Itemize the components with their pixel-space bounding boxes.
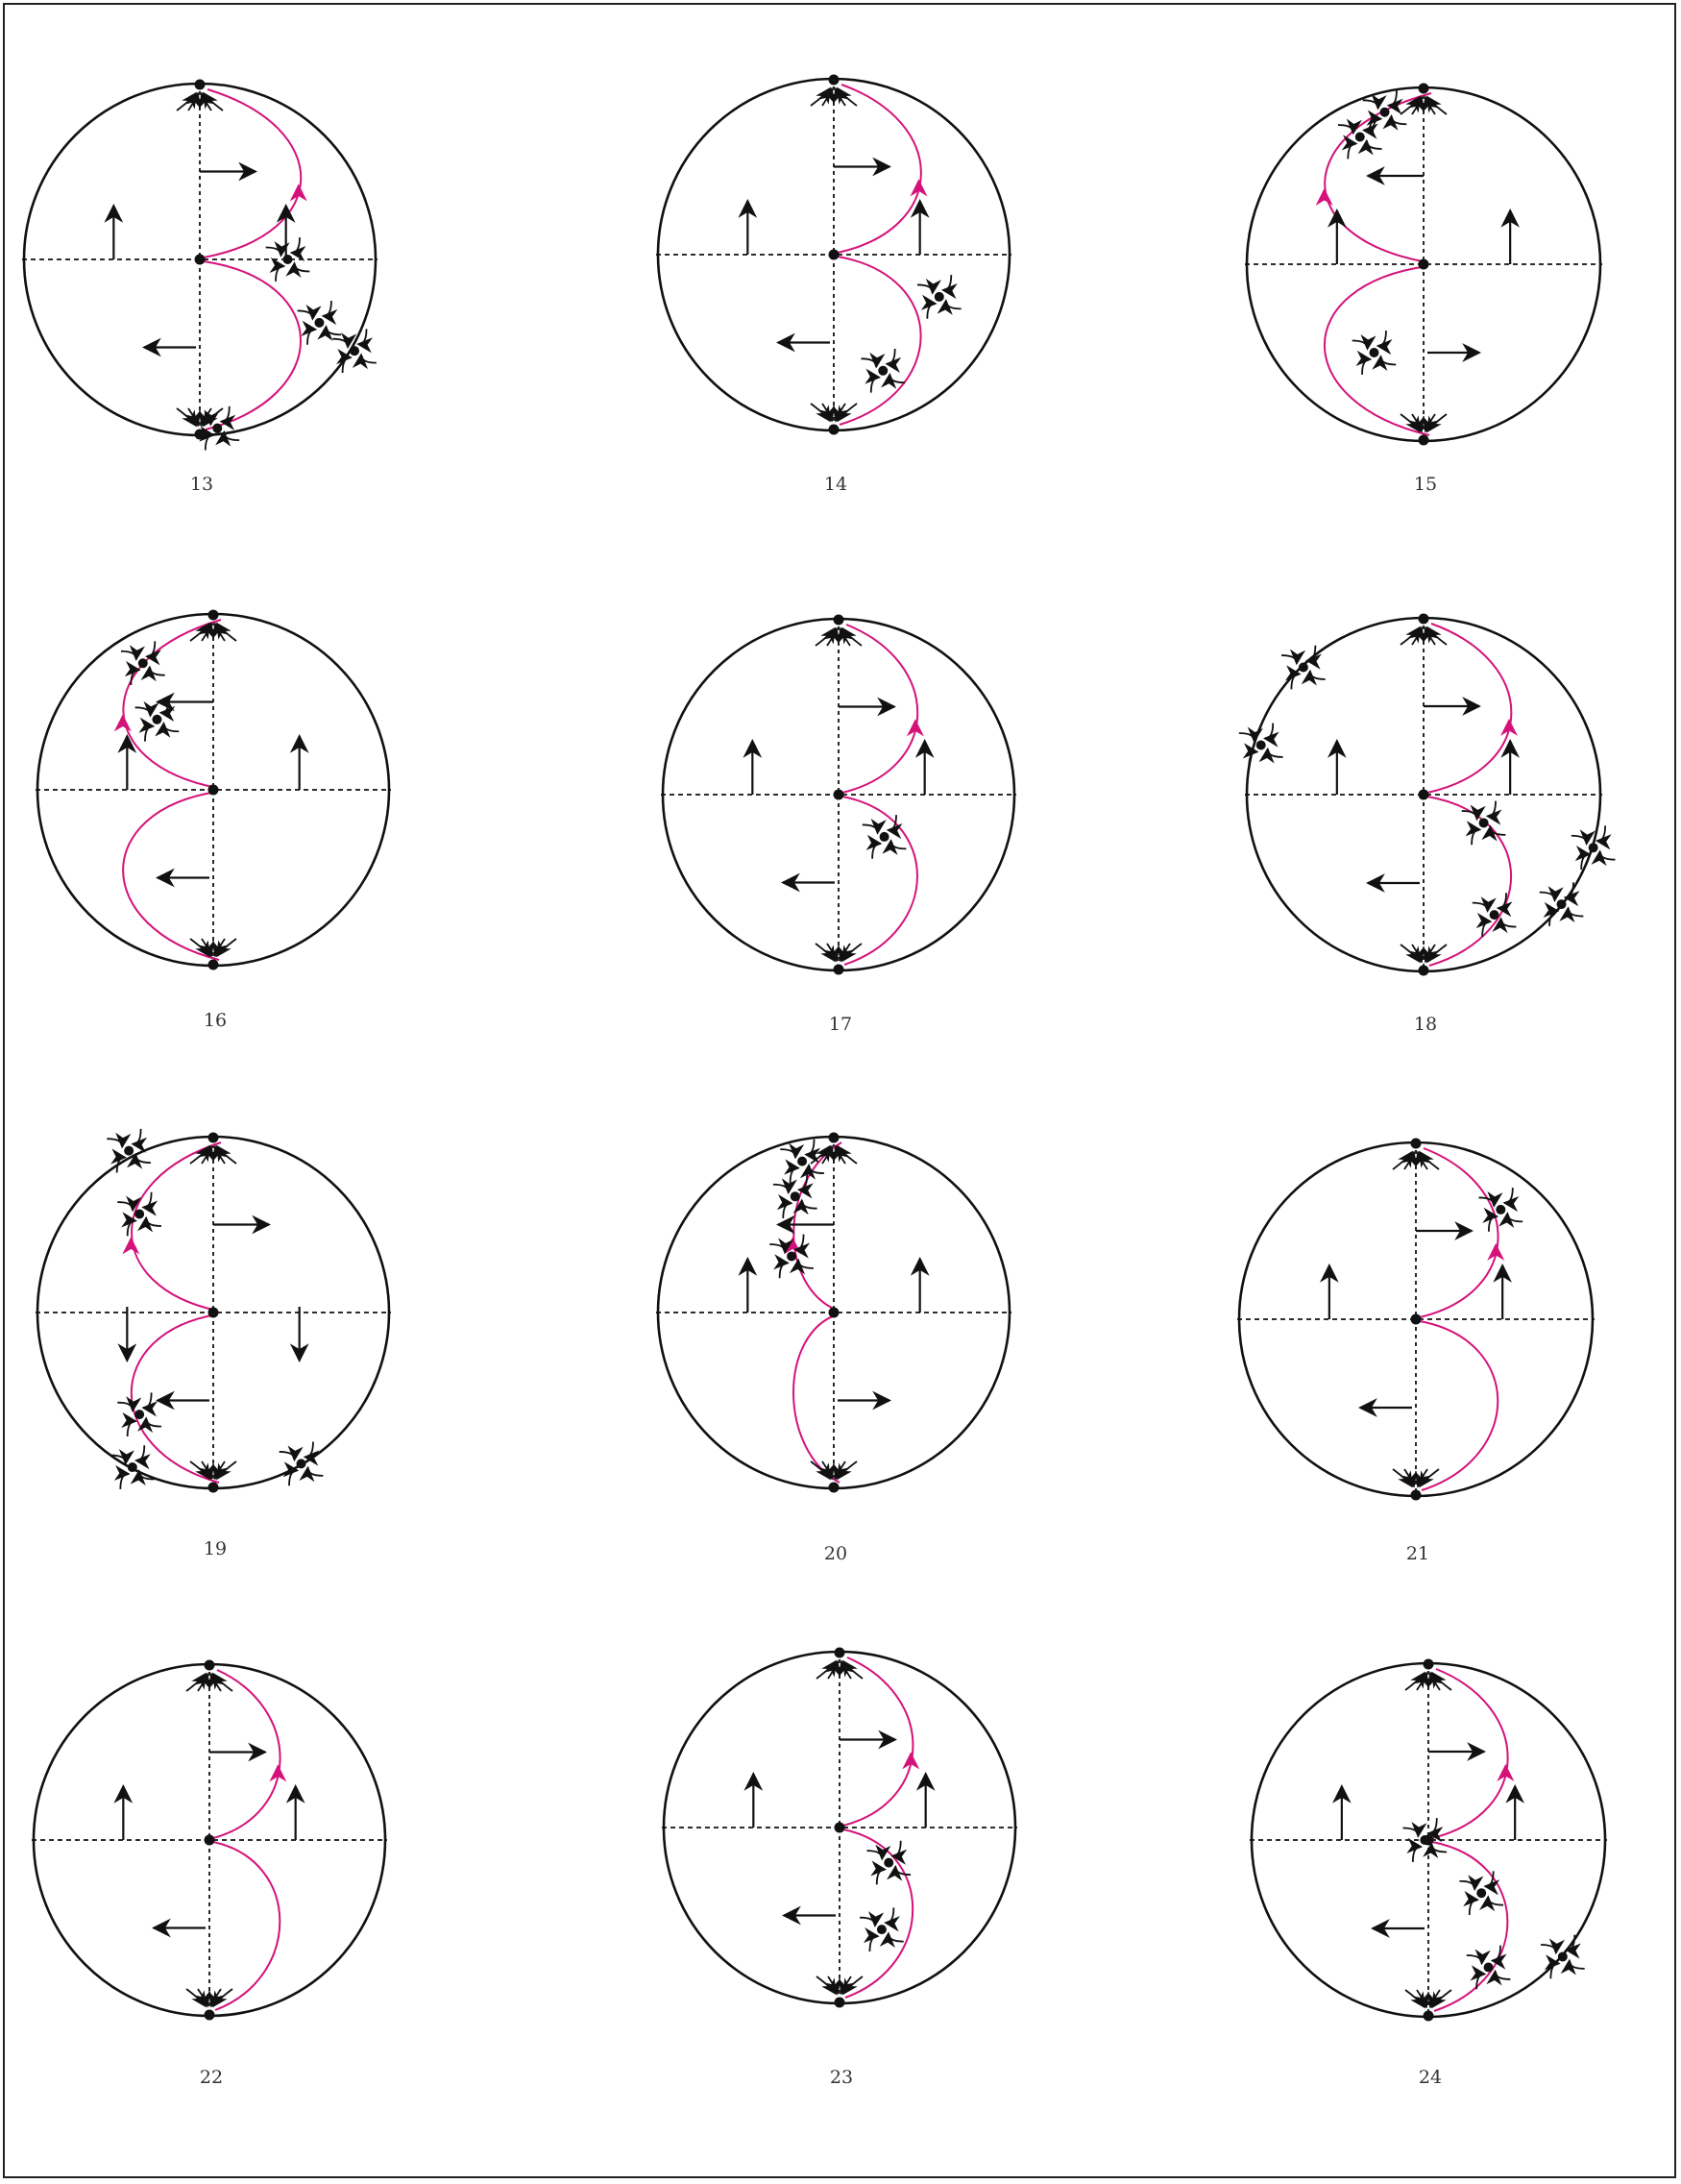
equilibrium-bottom <box>835 1998 845 2008</box>
equilibrium-top <box>208 1133 219 1143</box>
panel-18 <box>1239 614 1616 1036</box>
node-trajectory <box>1501 919 1517 927</box>
node-trajectory <box>163 724 179 732</box>
panel-number: 18 <box>1413 1014 1438 1035</box>
node-trajectory <box>1467 1955 1482 1964</box>
equilibrium-origin <box>208 1308 219 1318</box>
node-trajectory <box>332 339 348 348</box>
equilibrium-origin <box>1411 1314 1422 1325</box>
node-trajectory <box>1380 356 1396 365</box>
equilibrium-node <box>138 658 148 668</box>
separatrix-lower <box>204 261 301 429</box>
equilibrium-top <box>829 1133 840 1143</box>
node-trajectory <box>1479 1197 1495 1206</box>
separatrix-lower <box>123 792 219 960</box>
node-trajectory <box>307 330 316 345</box>
node-trajectory <box>802 1200 817 1209</box>
node-trajectory <box>1569 908 1584 917</box>
node-trajectory <box>307 1467 323 1476</box>
equilibrium-node <box>124 1146 134 1156</box>
equilibrium-node <box>283 255 293 264</box>
node-trajectory <box>1281 655 1297 664</box>
node-trajectory <box>1459 1881 1474 1890</box>
node-trajectory <box>886 1907 894 1923</box>
node-trajectory <box>1541 1945 1556 1953</box>
separatrix-lower <box>842 797 917 965</box>
node-trajectory <box>121 651 136 660</box>
node-trajectory <box>107 1139 122 1147</box>
node-trajectory <box>795 1235 804 1250</box>
equilibrium-node <box>877 1925 887 1934</box>
equilibrium-node <box>297 1459 306 1468</box>
panel-number: 13 <box>189 474 214 495</box>
node-trajectory <box>136 1445 145 1460</box>
node-trajectory <box>145 726 154 742</box>
separatrix-upper <box>1432 1669 1508 1838</box>
panel-number: 19 <box>203 1538 228 1559</box>
node-trajectory <box>117 1202 133 1211</box>
equilibrium-node <box>1369 348 1378 357</box>
equilibrium-bottom <box>205 2010 215 2021</box>
equilibrium-node <box>314 318 324 328</box>
node-trajectory <box>943 275 952 290</box>
node-trajectory <box>892 1841 901 1856</box>
node-trajectory <box>150 667 165 675</box>
panel-number: 17 <box>828 1014 853 1035</box>
equilibrium-node <box>152 715 161 724</box>
node-trajectory <box>1268 748 1283 757</box>
node-trajectory <box>946 301 962 309</box>
equilibrium-node <box>1420 1835 1429 1845</box>
node-trajectory <box>1265 724 1274 739</box>
equilibrium-bottom <box>208 1483 219 1493</box>
node-trajectory <box>783 1203 792 1218</box>
panel-number: 21 <box>1405 1543 1430 1564</box>
separatrix-upper <box>123 620 221 788</box>
equilibrium-origin <box>1419 259 1429 270</box>
separatrix-upper <box>132 1142 221 1311</box>
node-trajectory <box>1540 893 1555 901</box>
node-trajectory <box>861 358 876 367</box>
node-trajectory <box>146 1217 161 1226</box>
node-trajectory <box>146 1418 161 1427</box>
equilibrium-node <box>1299 663 1308 673</box>
equilibrium-node <box>1557 899 1567 909</box>
node-trajectory <box>206 435 214 451</box>
equilibrium-origin <box>829 1308 840 1318</box>
panel-number: 24 <box>1418 2067 1443 2088</box>
equilibrium-node <box>797 1157 807 1166</box>
equilibrium-top <box>835 1648 845 1658</box>
node-trajectory <box>1428 1818 1437 1833</box>
separatrix-lower <box>793 1314 840 1483</box>
node-trajectory <box>1403 1828 1419 1837</box>
node-trajectory <box>289 1470 298 1485</box>
node-trajectory <box>1377 331 1386 346</box>
node-trajectory <box>1470 1900 1478 1915</box>
panel-number: 22 <box>199 2067 224 2088</box>
equilibrium-node <box>134 1410 144 1419</box>
node-trajectory <box>1392 116 1407 125</box>
node-trajectory <box>1571 836 1587 845</box>
equilibrium-bottom <box>195 429 206 440</box>
separatrix-upper <box>213 1670 280 1838</box>
node-trajectory <box>1367 140 1382 149</box>
equilibrium-top <box>195 80 206 90</box>
equilibrium-origin <box>1419 790 1429 800</box>
node-trajectory <box>1496 1971 1511 1979</box>
equilibrium-top <box>1419 614 1429 625</box>
equilibrium-node <box>791 1191 800 1201</box>
equilibrium-top <box>1411 1139 1422 1149</box>
panel-20 <box>656 1133 1011 1565</box>
node-trajectory <box>135 707 151 716</box>
node-trajectory <box>1488 1897 1503 1905</box>
node-trajectory <box>1570 1960 1585 1969</box>
node-trajectory <box>780 1263 789 1278</box>
equilibrium-origin <box>195 255 206 265</box>
node-trajectory <box>871 378 880 393</box>
equilibrium-node <box>1589 843 1598 852</box>
equilibrium-bottom <box>834 965 844 975</box>
separatrix-lower <box>1420 1321 1498 1490</box>
panel-number: 20 <box>823 1543 848 1564</box>
node-trajectory <box>927 304 936 319</box>
node-trajectory <box>1472 829 1480 845</box>
equilibrium-top <box>208 610 219 621</box>
separatrix-lower <box>1427 797 1511 966</box>
node-trajectory <box>791 1168 799 1184</box>
node-trajectory <box>160 698 169 713</box>
node-trajectory <box>798 1260 814 1268</box>
node-trajectory <box>1388 90 1397 106</box>
equilibrium-node <box>350 346 359 356</box>
panel-number: 16 <box>203 1010 228 1031</box>
equilibrium-node <box>128 1462 137 1472</box>
node-trajectory <box>872 844 881 859</box>
node-trajectory <box>773 1185 789 1193</box>
separatrix-upper <box>843 1657 913 1826</box>
node-trajectory <box>1363 100 1378 109</box>
separatrix-lower <box>132 1314 219 1483</box>
equilibrium-node <box>1256 740 1266 749</box>
separatrix-lower <box>843 1829 913 1998</box>
panel-number: 15 <box>1413 474 1438 495</box>
panel-22 <box>32 1660 387 2089</box>
equilibrium-bottom <box>1411 1490 1422 1501</box>
node-trajectory <box>889 1933 904 1942</box>
panel-14 <box>656 75 1011 496</box>
node-trajectory <box>361 355 377 363</box>
node-trajectory <box>780 1149 795 1158</box>
panel-24 <box>1250 1659 1607 2089</box>
node-trajectory <box>869 1936 878 1951</box>
equilibrium-node <box>878 366 888 376</box>
node-trajectory <box>133 1129 141 1144</box>
panel-number: 14 <box>823 474 848 495</box>
node-trajectory <box>128 1421 136 1436</box>
node-trajectory <box>1473 903 1488 912</box>
equilibrium-node <box>1355 133 1365 142</box>
panel-number: 23 <box>829 2067 854 2088</box>
equilibrium-origin <box>829 250 840 260</box>
node-trajectory <box>806 1140 815 1155</box>
equilibrium-top <box>1424 1659 1434 1670</box>
equilibrium-bottom <box>208 960 219 970</box>
node-trajectory <box>1352 341 1368 350</box>
node-trajectory <box>326 327 341 335</box>
node-trajectory <box>1373 119 1381 135</box>
panel-15 <box>1245 84 1602 496</box>
node-trajectory <box>1239 733 1255 742</box>
equilibrium-origin <box>205 1835 215 1846</box>
equilibrium-node <box>134 1210 144 1219</box>
equilibrium-node <box>1484 1962 1494 1972</box>
equilibrium-node <box>212 424 222 433</box>
panel-23 <box>662 1648 1017 2089</box>
equilibrium-bottom <box>1424 2011 1434 2022</box>
node-trajectory <box>1487 801 1496 817</box>
node-trajectory <box>323 301 331 316</box>
equilibrium-node <box>884 1858 893 1868</box>
node-trajectory <box>291 237 300 253</box>
node-trajectory <box>917 284 933 293</box>
node-trajectory <box>889 375 905 383</box>
node-trajectory <box>1491 826 1506 835</box>
equilibrium-node <box>1558 1951 1568 1961</box>
equilibrium-bottom <box>1419 435 1429 446</box>
equilibrium-top <box>205 1660 215 1671</box>
panel-19 <box>36 1129 391 1559</box>
node-trajectory <box>1348 144 1356 160</box>
equilibrium-top <box>834 615 844 626</box>
node-trajectory <box>877 1870 886 1885</box>
equilibrium-node <box>1380 108 1390 117</box>
separatrix-upper <box>842 625 917 793</box>
separatrix-lower <box>1432 1842 1507 2011</box>
panel-17 <box>661 615 1016 1036</box>
node-trajectory <box>887 349 895 364</box>
equilibrium-top <box>1419 84 1429 94</box>
equilibrium-bottom <box>829 1483 840 1493</box>
node-trajectory <box>143 1392 152 1408</box>
node-trajectory <box>1504 1188 1513 1203</box>
equilibrium-origin <box>835 1823 845 1833</box>
node-trajectory <box>769 1244 785 1253</box>
separatrix-lower <box>213 1842 280 2010</box>
equilibrium-node <box>1479 818 1489 827</box>
node-trajectory <box>294 263 309 272</box>
node-trajectory <box>863 824 878 833</box>
node-trajectory <box>860 1918 875 1926</box>
equilibrium-node <box>787 1251 796 1261</box>
node-trajectory <box>1310 671 1326 679</box>
node-trajectory <box>117 1403 133 1411</box>
node-trajectory <box>266 248 281 257</box>
equilibrium-node <box>935 292 944 302</box>
node-trajectory <box>1413 1847 1422 1862</box>
panel-21 <box>1237 1139 1595 1565</box>
equilibrium-bottom <box>1419 966 1429 976</box>
equilibrium-node <box>1476 1888 1486 1898</box>
node-trajectory <box>866 1851 882 1859</box>
node-trajectory <box>298 310 313 319</box>
separatrix-upper <box>1420 1148 1498 1317</box>
equilibrium-origin <box>834 790 844 800</box>
separatrix-lower <box>838 257 921 425</box>
equilibrium-top <box>829 75 840 86</box>
node-trajectory <box>120 1474 129 1489</box>
node-trajectory <box>891 841 907 849</box>
equilibrium-node <box>1490 910 1499 920</box>
equilibrium-bottom <box>829 425 840 435</box>
equilibrium-node <box>880 832 889 842</box>
equilibrium-origin <box>208 785 219 796</box>
node-trajectory <box>1362 359 1371 375</box>
separatrix-upper <box>1427 624 1511 793</box>
node-trajectory <box>1600 851 1616 860</box>
node-trajectory <box>1507 1214 1523 1222</box>
panel-13 <box>22 80 378 496</box>
node-trajectory <box>135 1154 151 1163</box>
equilibrium-node <box>1496 1205 1505 1215</box>
node-trajectory <box>276 266 284 282</box>
node-trajectory <box>305 1442 313 1458</box>
separatrix-upper <box>838 85 921 253</box>
panel-16 <box>36 610 391 1032</box>
node-trajectory <box>280 1452 295 1460</box>
